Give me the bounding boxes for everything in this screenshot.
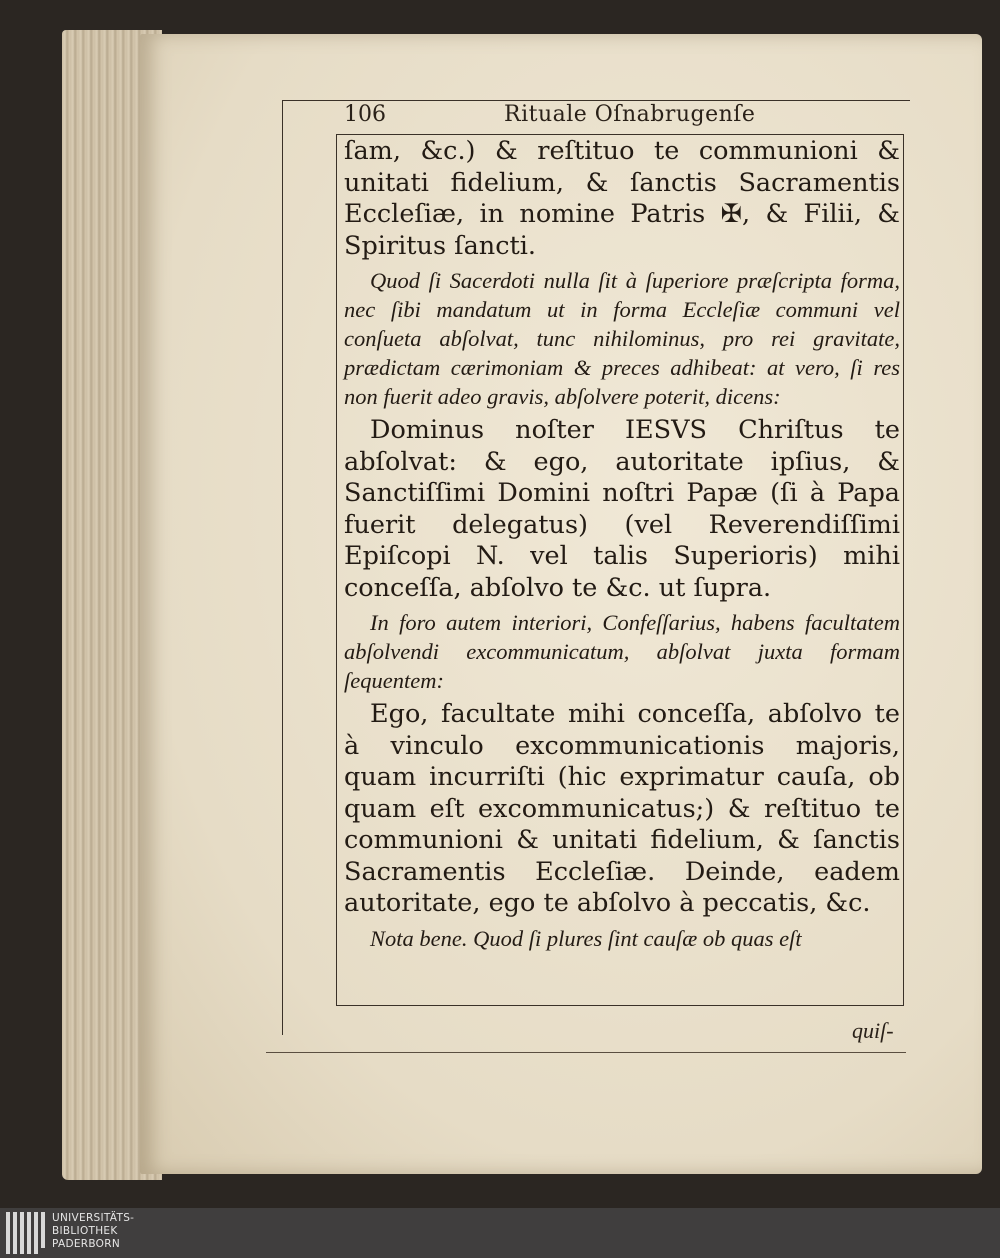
library-logo-icon <box>6 1212 46 1254</box>
running-head: Rituale Oſnabrugenſe <box>504 102 756 127</box>
logo-line-2: BIBLIOTHEK <box>52 1225 118 1237</box>
page-header <box>340 100 900 132</box>
logo-line-1: UNIVERSITÄTS- <box>52 1212 135 1224</box>
page-number: 106 <box>344 102 386 127</box>
paragraph-absolution-end: ſam, &c.) & reſtituo te communioni & unitati fidelium, & ſanctis Sacramentis Eccleſiæ, in nomine Patris ✠, & Filii, & Spiritus ſancti. <box>344 136 900 261</box>
paragraph-ego-facultate: Ego, facultate mihi conceſſa, abſolvo te à vinculo excommunicationis majoris, quam incurriſti (hic exprimatur cauſa, ob quam eſt excommunicatus;) & reſtituo te communioni & unitati fidelium, & ſanctis Sacramentis Eccleſiæ. Deinde, eadem autoritate, ego te abſolvo à peccatis, &c. <box>344 699 900 918</box>
rubric-nota-bene: Nota bene. Quod ſi plures ſint cauſæ ob quas eſt <box>370 925 802 951</box>
paragraph-dominus-noster: Dominus noſter IESVS Chriſtus te abſolvat: & ego, autoritate ipſius, & Sanctiſſimi Domini noſtri Papæ (ſi à Papa fuerit delegatus) (vel Reverendiſſimi Epiſcopi N. vel talis Superioris) mihi conceſſa, abſolvo te &c. ut ſupra. <box>344 415 900 603</box>
catchword: quiſ- <box>852 1018 894 1043</box>
library-footer-bar <box>0 1208 1000 1258</box>
frame-rule-bottom <box>266 1052 906 1053</box>
library-logo-text <box>52 1212 134 1251</box>
rubric-quod-si: Quod ſi Sacerdoti nulla ſit à ſuperiore præſcripta forma, nec ſibi mandatum ut in forma Eccleſiæ communi vel conſueta abſolvat, tunc nihilominus, pro rei gravitate, prædictam cærimoniam & preces adhibeat: at vero, ſi res non fuerit adeo gravis, abſolvere poterit, dicens: <box>344 268 900 409</box>
logo-line-3: PADERBORN <box>52 1238 120 1250</box>
frame-rule-left <box>282 100 283 1035</box>
rubric-in-foro: In foro autem interiori, Confeſſarius, habens facultatem abſolvendi excommunicatum, abſolvat juxta formam ſequentem: <box>344 610 900 693</box>
text-block <box>344 136 900 957</box>
